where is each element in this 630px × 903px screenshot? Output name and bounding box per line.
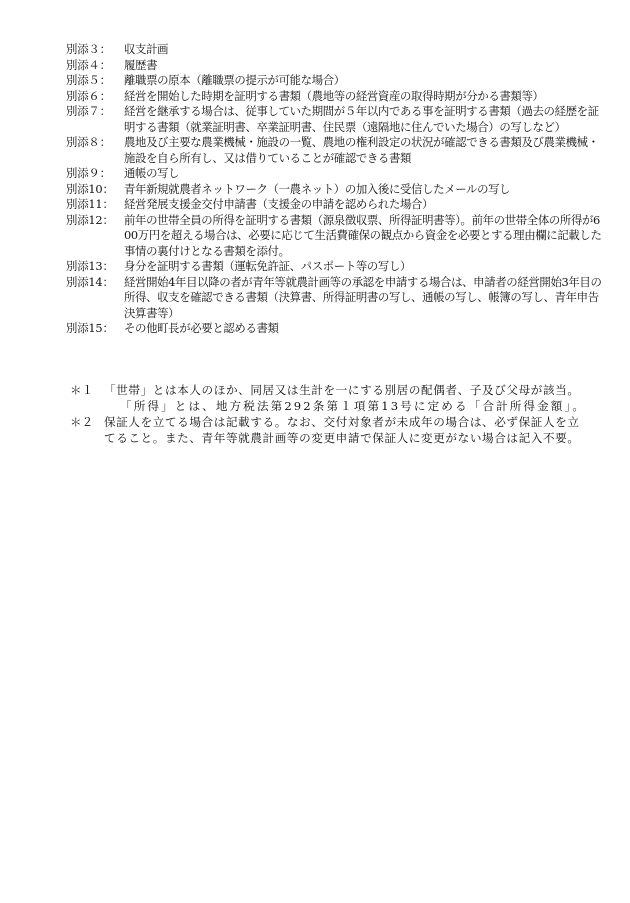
attachment-label: 別添12： — [66, 212, 114, 227]
attachment-item-8 — [66, 135, 606, 166]
attachment-label: 別添15： — [66, 321, 114, 335]
attachment-label: 別添５： — [66, 73, 111, 87]
attachment-item-7 — [66, 104, 606, 135]
attachment-label: 別添11： — [66, 197, 114, 211]
footnotes — [70, 382, 590, 446]
attachment-text: 経営を開始した時期を証明する書類（農地等の経営資産の取得時期が分かる書類等） — [124, 88, 544, 103]
attachment-label: 別添３： — [66, 42, 111, 56]
footnote-2 — [70, 414, 590, 446]
attachment-item-6 — [66, 89, 606, 105]
footnote-mark: ＊２ — [70, 415, 94, 429]
attachment-label: 別添13： — [66, 259, 114, 273]
attachment-text: 離職票の原本（離職票の提示が可能な場合） — [124, 73, 345, 87]
attachment-list — [66, 42, 606, 337]
attachment-item-5 — [66, 73, 606, 89]
footnote-text: 保証人を立てる場合は記載する。なお、交付対象者が未成年の場合は、必ず保証人を立てること。また、青年等就農計画等の変更申請で保証人に変更がない場合は記入不要。 — [104, 415, 580, 445]
attachment-label: 別添７： — [66, 104, 111, 118]
attachment-item-4 — [66, 58, 606, 74]
attachment-item-15 — [66, 321, 606, 337]
footnote-text: 「世帯」とは本人のほか、同居又は生計を一にする別居の配偶者、子及び父母が該当。 — [104, 383, 580, 397]
attachment-text: 前年の世帯全員の所得を証明する書類（源泉徴収票、所得証明書等）。前年の世帯全体の所得が600万円を超える場合は、必要に応じて生活費確保の観点から資金を必要とする理由欄に記載した事情の裏付けとなる書類を添付。 — [124, 212, 602, 258]
attachment-text: 収支計画 — [124, 42, 169, 56]
attachment-label: 別添10： — [66, 181, 114, 196]
attachment-text: 経営発展支援金交付申請書（支援金の申請を認められた場合） — [124, 197, 434, 211]
attachment-label: 別添14： — [66, 274, 114, 289]
attachment-text: 農地及び主要な農業機械・施設の一覧、農地の権利設定の状況が確認できる書類及び農業機械・施設を自ら所有し、又は借りていることが確認できる書類 — [124, 135, 599, 165]
footnote-1 — [70, 382, 590, 398]
attachment-text: 経営開始4年目以降の者が青年等就農計画等の承認を申請する場合は、申請者の経営開始3年目の所得、収支を確認できる書類（決算書、所得証明書の写し、通帳の写し、帳簿の写し、青年申告決算書等） — [124, 274, 602, 320]
attachment-text: 経営を継承する場合は、従事していた期間が５年以内である事を証明する書類（過去の経歴を証明する書類（就業証明書、卒業証明書、住民票（遠隔地に住んでいた場合）の写しなど） — [124, 104, 599, 134]
attachment-item-13 — [66, 259, 606, 275]
attachment-item-11 — [66, 197, 606, 213]
attachment-text: 身分を証明する書類（運転免許証、パスポート等の写し） — [124, 259, 412, 273]
attachment-text: 履歴書 — [124, 57, 158, 72]
attachment-item-9 — [66, 166, 606, 182]
attachment-label: 別添４： — [66, 57, 111, 72]
attachment-label: 別添８： — [66, 135, 111, 149]
attachment-text: 青年新規就農者ネットワーク（一農ネット）の加入後に受信したメールの写し — [124, 181, 511, 196]
attachment-label: 別添９： — [66, 166, 111, 180]
footnote-mark: ＊１ — [70, 383, 94, 397]
footnote-1-sub: 「所得」とは、地方税法第292条第１項第13号に定める「合計所得金額」。 — [120, 399, 587, 413]
attachment-text: 通帳の写し — [124, 166, 180, 180]
attachment-label: 別添６： — [66, 88, 111, 103]
attachment-item-3 — [66, 42, 606, 58]
attachment-item-10 — [66, 182, 606, 198]
attachment-text: その他町長が必要と認める書類 — [124, 321, 279, 335]
attachment-item-12 — [66, 213, 606, 260]
attachment-item-14 — [66, 275, 606, 322]
